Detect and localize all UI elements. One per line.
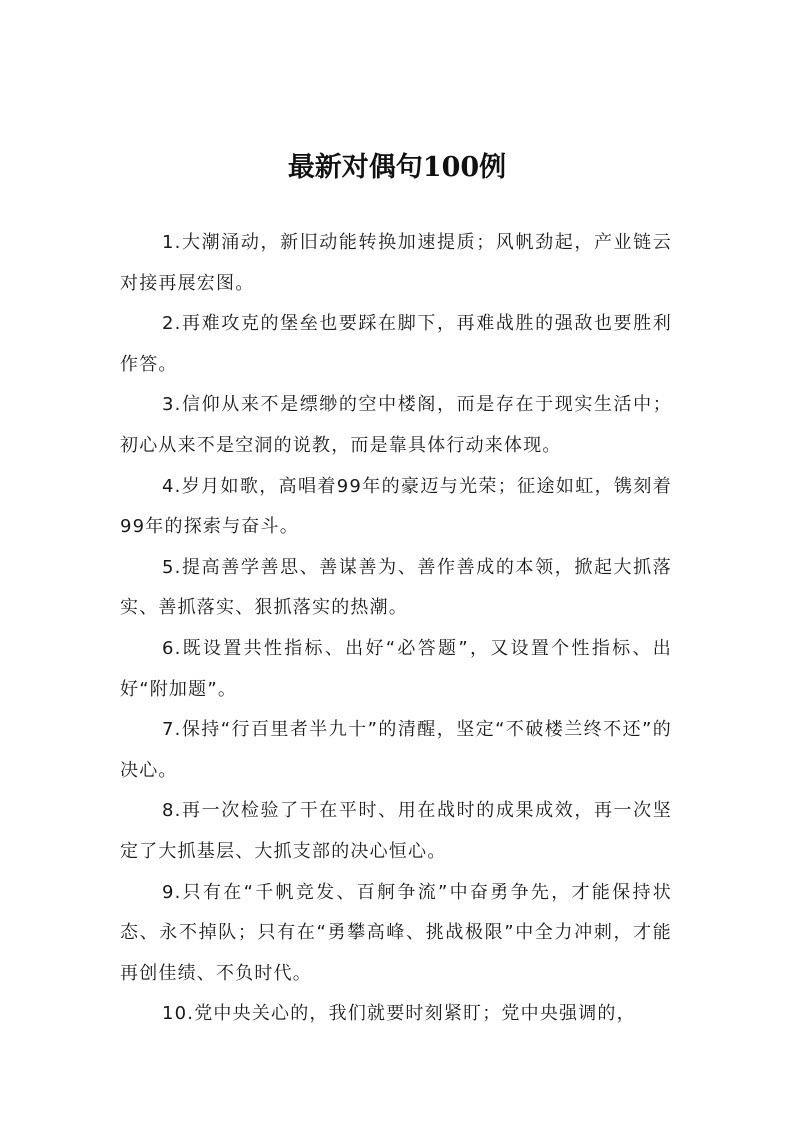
document-title: 最新对偶句100例 [287, 152, 507, 183]
document-body [120, 223, 672, 1035]
paragraph-6: 6.既设置共性指标、出好“必答题”，又设置个性指标、出好“附加题”。 [120, 637, 672, 700]
paragraph-2: 2.再难攻克的堡垒也要踩在脚下，再难战胜的强敌也要胜利作答。 [120, 313, 672, 375]
paragraph-1: 1.大潮涌动，新旧动能转换加速提质；风帆劲起，产业链云对接再展宏图。 [120, 232, 672, 294]
paragraph-8: 8.再一次检验了干在平时、用在战时的成果成效，再一次坚定了大抓基层、大抓支部的决心恒心。 [120, 800, 672, 862]
paragraph-10: 10.党中央关心的，我们就要时刻紧盯；党中央强调的， [162, 1003, 636, 1025]
paragraph-4: 4.岁月如歌，高唱着99年的豪迈与光荣；征途如虹，镌刻着99年的探索与奋斗。 [120, 475, 672, 538]
paragraph-7: 7.保持“行百里者半九十”的清醒，坚定“不破楼兰终不还”的决心。 [120, 719, 672, 781]
paragraph-3: 3.信仰从来不是缥缈的空中楼阁，而是存在于现实生活中；初心从来不是空洞的说教，而是靠具体行动来体现。 [120, 394, 672, 456]
paragraph-5: 5.提高善学善思、善谋善为、善作善成的本领，掀起大抓落实、善抓落实、狠抓落实的热潮。 [120, 556, 672, 619]
paragraph-9: 9.只有在“千帆竞发、百舸争流”中奋勇争先，才能保持状态、永不掉队；只有在“勇攀高峰、挑战极限”中全力冲刺，才能再创佳绩、不负时代。 [120, 881, 672, 984]
